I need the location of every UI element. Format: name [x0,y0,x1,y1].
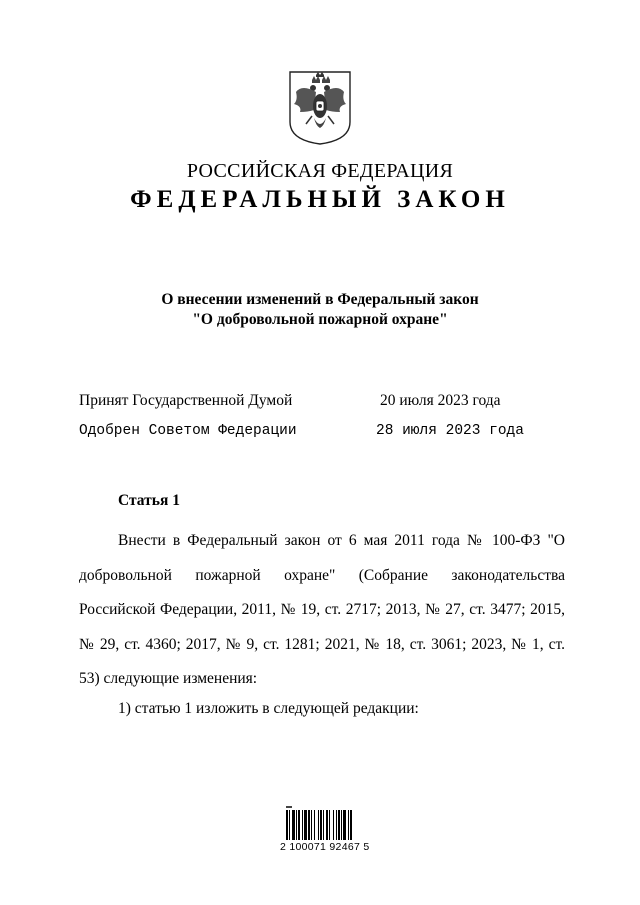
law-subject [0,290,640,330]
council-approval-date: 28 июля 2023 года [376,423,524,439]
coat-of-arms-emblem-icon [288,70,352,146]
document-type-heading: ФЕДЕРАЛЬНЫЙ ЗАКОН [130,186,510,213]
council-approval-label: Одобрен Советом Федерации [79,423,297,439]
article-item-1: 1) статью 1 изложить в следующей редакции: [118,700,419,717]
article-body: Внести в Федеральный закон от 6 мая 2011 года № 100-ФЗ "О добровольной пожарной охране" (Собрание законодательства Российской Федерации, 2011, № 19, ст. 2717; 2013, № 27, ст. 3477; 2015, № 29, ст. 4360; 2017, № 9, ст. 1281; 2021, № 18, ст. 3061; 2023, № 1, ст. 53) следующие изменения: [79,532,565,688]
article-title: Статья 1 [118,492,180,509]
duma-adoption-date: 20 июля 2023 года [380,392,501,409]
barcode-number: 2 100071 92467 5 [280,841,370,853]
country-heading: РОССИЙСКАЯ ФЕДЕРАЦИЯ [186,160,454,182]
duma-adoption-label: Принят Государственной Думой [79,392,293,409]
law-subject-line-2: "О добровольной пожарной охране" [192,311,448,328]
law-subject-line-1: О внесении изменений в Федеральный закон [161,291,479,308]
barcode-icon [284,806,370,864]
